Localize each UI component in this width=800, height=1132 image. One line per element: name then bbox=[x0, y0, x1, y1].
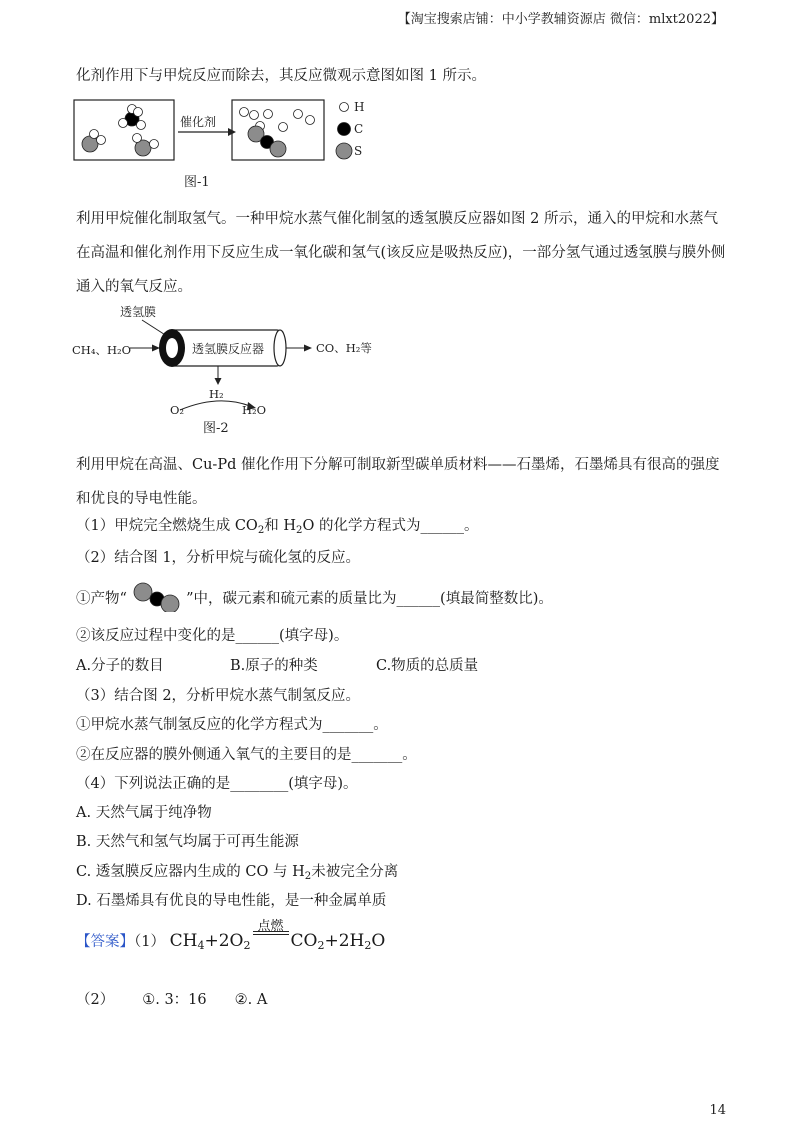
question-3-2: ②在反应器的膜外侧通入氧气的主要目的是_______。 bbox=[76, 747, 417, 763]
o2-label: O₂ bbox=[170, 403, 185, 417]
legend-c-label: C bbox=[354, 122, 364, 136]
answer-1: 【答案】（1） CH4+2O2 点燃 CO2+2H2O bbox=[76, 930, 385, 952]
question-4-option-c: C. 透氢膜反应器内生成的 CO 与 $H_2$未被完全分离 bbox=[76, 864, 399, 882]
legend-c-swatch bbox=[338, 123, 351, 136]
question-3-1: ①甲烷水蒸气制氢反应的化学方程式为_______。 bbox=[76, 717, 388, 733]
page-number: 14 bbox=[709, 1103, 726, 1118]
output-label: CO、H₂等 bbox=[316, 341, 372, 355]
input-label: CH₄、H₂O bbox=[72, 343, 132, 357]
question-3: （3）结合图 2，分析甲烷水蒸气制氢反应。 bbox=[76, 688, 361, 704]
figure-1 bbox=[70, 92, 390, 192]
question-4-option-a: A. 天然气属于纯净物 bbox=[76, 805, 212, 821]
h2o-label: H₂O bbox=[242, 403, 267, 417]
fig1-caption: 图-1 bbox=[184, 175, 210, 190]
paragraph-graphene: 利用甲烷在高温、Cu-Pd 催化作用下分解可制取新型碳单质材料——石墨烯，石墨烯具有很高的强度和优良的导电性能。 bbox=[76, 457, 720, 507]
reactor-label: 透氢膜反应器 bbox=[192, 342, 265, 356]
question-1: （1）甲烷完全燃烧生成 $CO_2$和 $H_2O$ 的化学方程式为______。 bbox=[76, 518, 479, 536]
question-2-2: ②该反应过程中变化的是______(填字母)。 bbox=[76, 628, 349, 644]
h2-label: H₂ bbox=[209, 387, 224, 401]
legend-s-swatch bbox=[336, 143, 352, 159]
fig2-caption: 图-2 bbox=[203, 421, 229, 436]
legend-h-label: H bbox=[354, 100, 365, 114]
answer-2: （2） ①. 3：16 ②. A bbox=[76, 992, 268, 1008]
option-c: C.物质的总质量 bbox=[376, 658, 479, 674]
question-2: （2）结合图 1，分析甲烷与硫化氢的反应。 bbox=[76, 550, 361, 566]
question-4-option-d: D. 石墨烯具有优良的导电性能，是一种金属单质 bbox=[76, 893, 387, 909]
page-header: 【淘宝搜索店铺：中小学教辅资源店 微信：mlxt2022】 bbox=[397, 12, 724, 27]
question-2-1: ①产物“ ”中，碳元素和硫元素的质量比为______(填最简整数比)。 bbox=[76, 582, 553, 612]
membrane-label: 透氢膜 bbox=[120, 305, 157, 319]
option-b: B.原子的种类 bbox=[230, 658, 318, 674]
intro-paragraph: 化剂作用下与甲烷反应而除去，其反应微观示意图如图 1 所示。 bbox=[76, 68, 486, 84]
fig1-arrow-label: 催化剂 bbox=[180, 115, 217, 129]
figure-2 bbox=[70, 298, 400, 438]
answer-tag: 【答案】 bbox=[76, 934, 134, 950]
question-4-option-b: B. 天然气和氢气均属于可再生能源 bbox=[76, 834, 299, 850]
combustion-equation: CH4+2O2 点燃 CO2+2H2O bbox=[170, 931, 386, 952]
legend-s-label: S bbox=[354, 144, 363, 158]
option-a: A.分子的数目 bbox=[76, 658, 164, 674]
question-2-options bbox=[76, 654, 478, 675]
cs2-molecule-icon bbox=[132, 582, 182, 612]
question-4: （4）下列说法正确的是________(填字母)。 bbox=[76, 776, 358, 792]
paragraph-hydrogen: 利用甲烷催化制取氢气。一种甲烷水蒸气催化制氢的透氢膜反应器如图 2 所示，通入的甲烷和水蒸气在高温和催化剂作用下反应生成一氧化碳和氢气(该反应是吸热反应)，一部分氢气通过透氢膜与膜外侧通入的氧气反应。 bbox=[76, 211, 726, 295]
legend-h-swatch bbox=[340, 103, 349, 112]
condition-label: 点燃 bbox=[257, 919, 284, 934]
